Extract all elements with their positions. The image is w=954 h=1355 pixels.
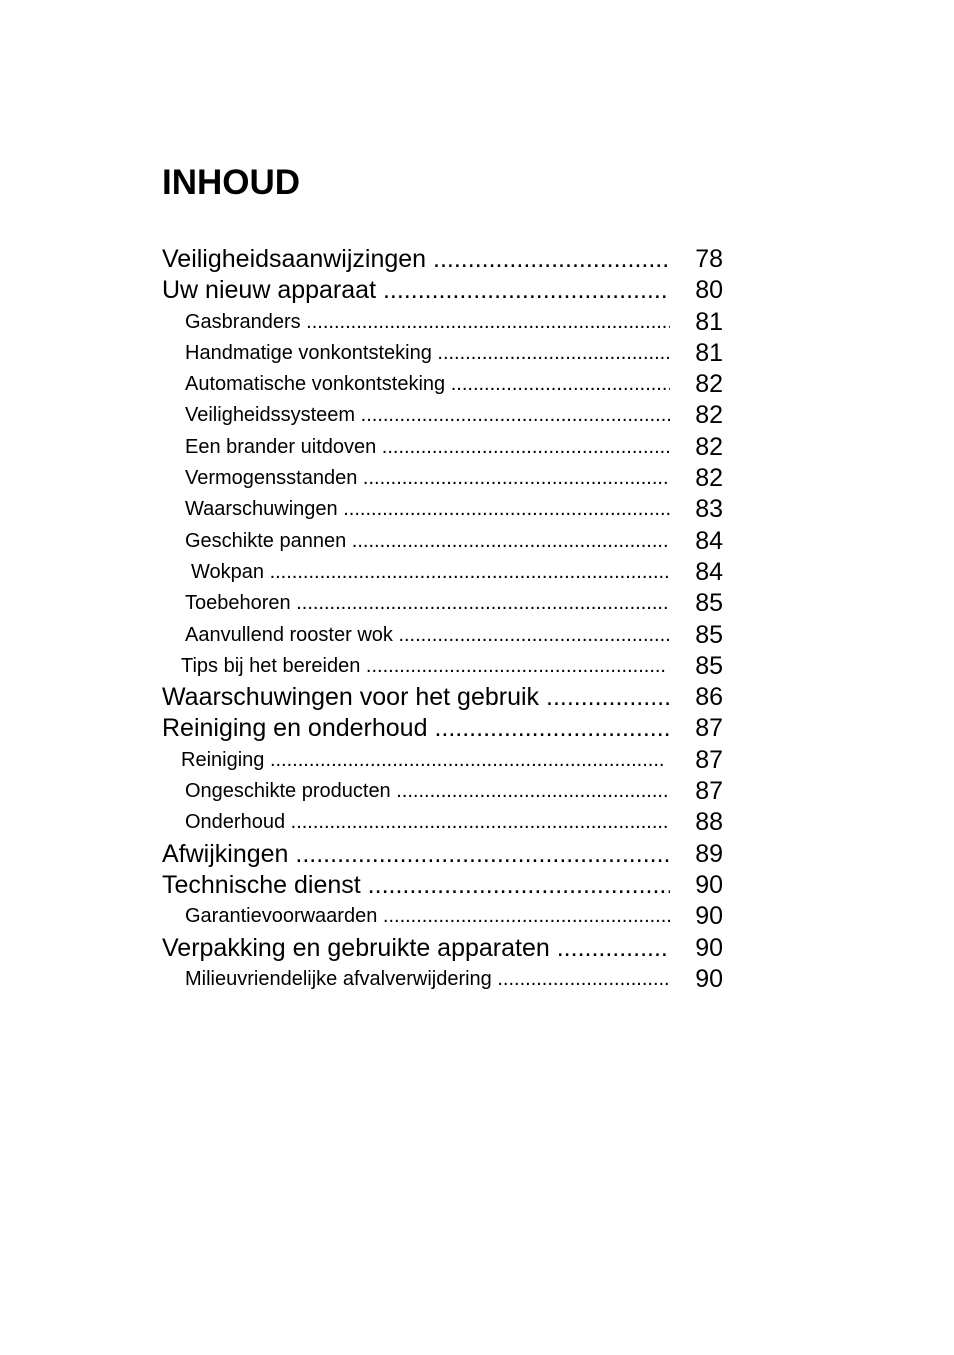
toc-entry-title: Milieuvriendelijke afvalverwijdering ..... xyxy=(185,964,670,995)
toc-entry-title: Geschikte pannen ..... xyxy=(185,526,670,557)
toc-entry-title: Wokpan ..... xyxy=(191,557,670,588)
toc-entry-page: 85 xyxy=(695,620,723,649)
toc-entry xyxy=(0,369,954,400)
toc-entry xyxy=(0,807,954,838)
toc-entry xyxy=(0,682,954,713)
toc-entry-page: 85 xyxy=(695,589,723,618)
toc-entry-page: 88 xyxy=(695,808,723,837)
toc-entry xyxy=(0,526,954,557)
toc-entry-page: 90 xyxy=(695,933,723,962)
toc-entry-title: Handmatige vonkontsteking ..... xyxy=(185,338,670,369)
toc-entry-title: Automatische vonkontsteking ..... xyxy=(185,369,670,400)
toc-entry xyxy=(0,307,954,338)
toc-entry-page: 90 xyxy=(695,964,723,993)
toc-entry-page: 86 xyxy=(695,683,723,712)
toc-entry-title: Afwijkingen ..... xyxy=(162,839,670,870)
toc-entry-title: Uw nieuw apparaat ..... xyxy=(162,275,670,306)
toc-entry-page: 87 xyxy=(695,745,723,774)
toc-entry-page: 89 xyxy=(695,839,723,868)
page-title: INHOUD xyxy=(162,163,301,202)
toc-entry-page: 84 xyxy=(695,526,723,555)
toc-entry-title: Garantievoorwaarden ..... xyxy=(185,901,670,932)
toc-entry-title: Veiligheidsaanwijzingen ..... xyxy=(162,244,670,275)
toc-entry xyxy=(0,620,954,651)
toc-entry xyxy=(0,557,954,588)
toc-entry xyxy=(0,494,954,525)
toc-entry-page: 87 xyxy=(695,714,723,743)
toc-entry-title: Reiniging en onderhoud ..... xyxy=(162,713,670,744)
toc-entry-page: 82 xyxy=(695,370,723,399)
toc-entry-page: 90 xyxy=(695,902,723,931)
toc-entry xyxy=(0,244,954,275)
toc-entry-page: 85 xyxy=(695,651,723,680)
toc-entry-title: Veiligheidssysteem ..... xyxy=(185,400,670,431)
toc-entry-title: Aanvullend rooster wok ..... xyxy=(185,620,670,651)
toc-entry-page: 82 xyxy=(695,464,723,493)
toc-entry-title: Technische dienst ..... xyxy=(162,870,670,901)
toc-entry xyxy=(0,745,954,776)
toc-entry xyxy=(0,651,954,682)
toc-entry-title: Onderhoud ..... xyxy=(185,807,670,838)
table-of-contents xyxy=(0,244,954,995)
toc-entry xyxy=(0,400,954,431)
toc-entry xyxy=(0,338,954,369)
toc-entry-page: 82 xyxy=(695,401,723,430)
toc-entry-page: 87 xyxy=(695,777,723,806)
toc-entry-page: 78 xyxy=(695,245,723,273)
toc-entry-page: 90 xyxy=(695,870,723,899)
toc-entry xyxy=(0,713,954,744)
toc-entry xyxy=(0,870,954,901)
toc-entry xyxy=(0,901,954,932)
toc-entry-page: 80 xyxy=(695,276,723,305)
toc-entry xyxy=(0,432,954,463)
toc-entry-page: 81 xyxy=(695,307,723,336)
toc-entry xyxy=(0,933,954,964)
toc-entry xyxy=(0,839,954,870)
toc-entry-title: Toebehoren ..... xyxy=(185,588,670,619)
toc-entry-page: 83 xyxy=(695,495,723,524)
toc-entry xyxy=(0,275,954,306)
toc-entry-title: Gasbranders ..... xyxy=(185,307,670,338)
toc-entry xyxy=(0,776,954,807)
toc-entry-title: Ongeschikte producten ..... xyxy=(185,776,670,807)
toc-entry-title: Waarschuwingen ..... xyxy=(185,494,670,525)
toc-entry xyxy=(0,588,954,619)
toc-entry-title: Tips bij het bereiden ..... xyxy=(181,651,666,682)
toc-entry-title: Reiniging ..... xyxy=(181,745,666,776)
toc-entry-title: Een brander uitdoven ..... xyxy=(185,432,670,463)
toc-entry xyxy=(0,964,954,995)
toc-entry-title: Waarschuwingen voor het gebruik ..... xyxy=(162,682,670,713)
toc-entry-page: 84 xyxy=(695,557,723,586)
toc-entry-title: Vermogensstanden ..... xyxy=(185,463,670,494)
toc-entry-page: 81 xyxy=(695,338,723,367)
toc-entry-page: 82 xyxy=(695,432,723,461)
toc-entry-title: Verpakking en gebruikte apparaten ..... xyxy=(162,933,670,964)
toc-entry xyxy=(0,463,954,494)
